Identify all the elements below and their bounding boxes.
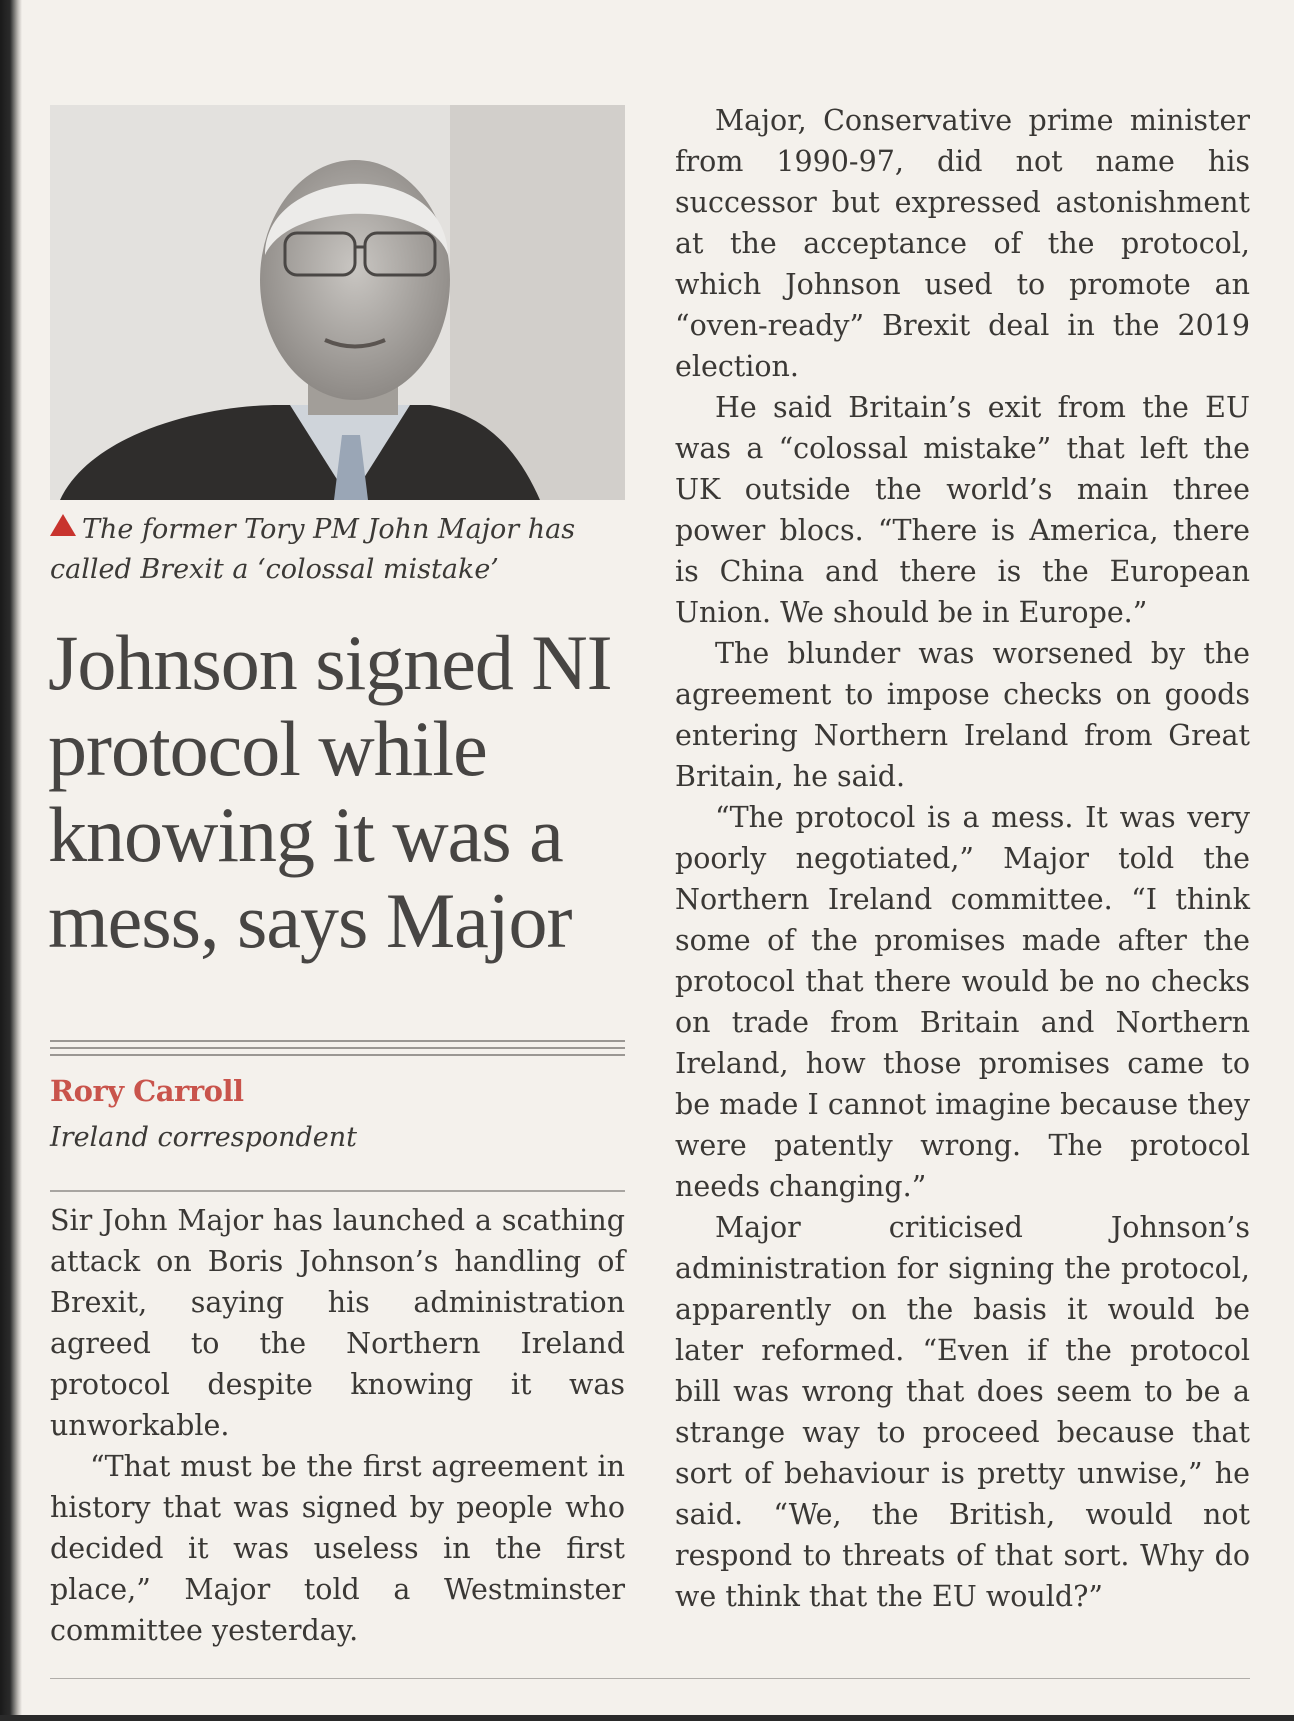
paragraph: “That must be the first agreement in history that was signed by people who decided it was useless in the first place,” Major told a Westminster committee yesterday.	[50, 1450, 625, 1647]
photo-caption	[50, 510, 630, 590]
bottom-divider	[50, 1678, 1250, 1679]
caption-text: The former Tory PM John Major has called Brexit a ‘colossal mistake’	[50, 514, 576, 585]
caption-triangle-icon	[50, 514, 76, 536]
scan-left-edge	[0, 0, 22, 1721]
byline-role: Ireland correspondent	[50, 1122, 357, 1153]
paragraph: “The protocol is a mess. It was very poorly negotiated,” Major told the Northern Ireland committee. “I think some of the promises made after the protocol that there would be no checks on trade from Britain and Northern Ireland, how those promises came to be made I cannot imagine because they were patently wrong. The protocol needs changing.”	[675, 801, 1250, 1203]
byline-divider	[50, 1190, 625, 1192]
article-photo	[50, 105, 625, 500]
headline: Johnson signed NI protocol while knowing it was a mess, says Major	[48, 619, 612, 964]
paragraph: The blunder was worsened by the agreement to impose checks on goods entering Northern Ireland from Great Britain, he said.	[675, 637, 1250, 793]
paragraph: Major, Conservative prime minister from 1990-97, did not name his successor but expressed astonishment at the acceptance of the protocol, which Johnson used to promote an “oven-ready” Brexit deal in the 2019 election.	[675, 104, 1250, 383]
portrait-illustration	[50, 105, 625, 500]
paragraph: He said Britain’s exit from the EU was a “colossal mistake” that left the UK outside the world’s main three power blocs. “There is America, there is China and there is the European Union. We should be in Europe.”	[675, 391, 1250, 629]
body-column-right	[675, 100, 1250, 1617]
byline-author: Rory Carroll	[50, 1074, 244, 1108]
byline-rules	[50, 1040, 625, 1064]
paragraph: Major criticised Johnson’s administration for signing the protocol, apparently on the basis it would be later reformed. “Even if the protocol bill was wrong that does seem to be a strange way to proceed because that sort of behaviour is pretty unwise,” he said. “We, the British, would not respond to threats of that sort. Why do we think that the EU would?”	[675, 1211, 1250, 1613]
body-column-left	[50, 1200, 625, 1651]
scan-bottom-edge	[0, 1715, 1294, 1721]
paragraph: Sir John Major has launched a scathing attack on Boris Johnson’s handling of Brexit, saying his administration agreed to the Northern Ireland protocol despite knowing it was unworkable.	[50, 1204, 625, 1442]
